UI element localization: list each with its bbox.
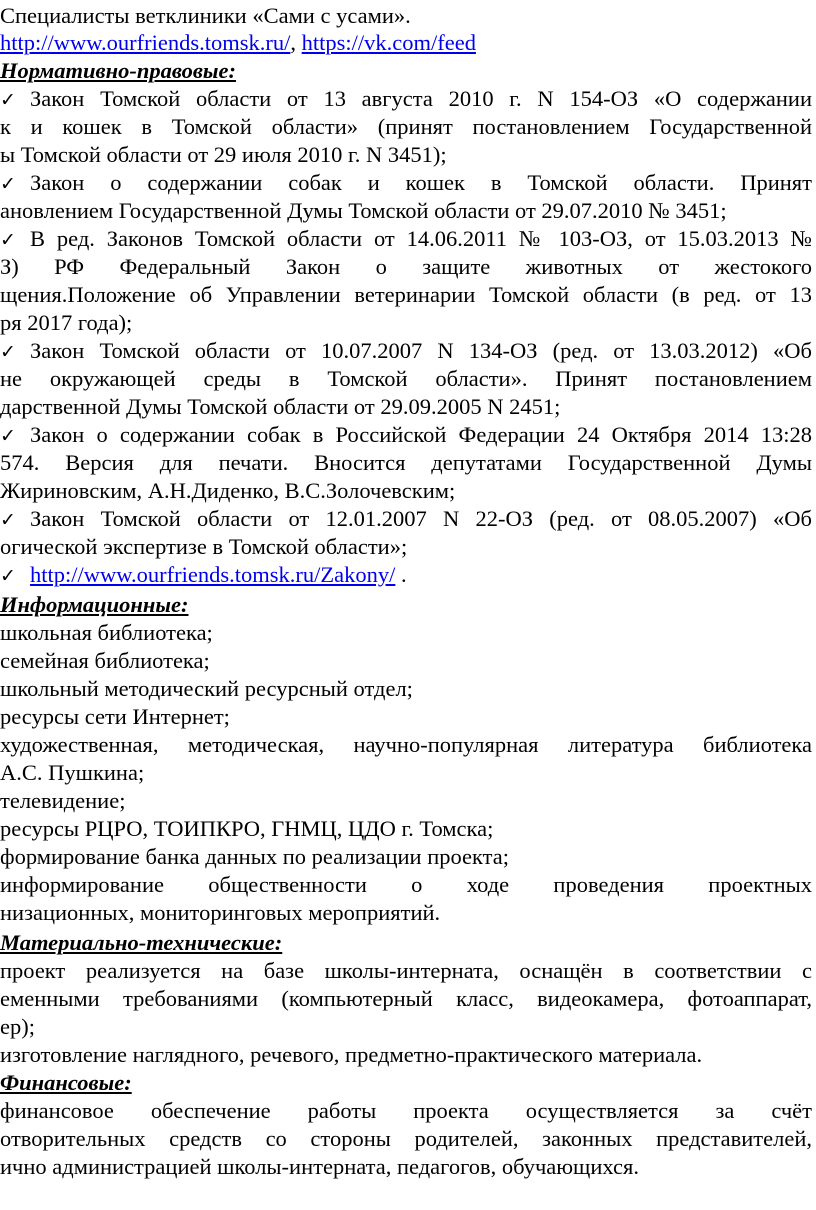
list-item — [0, 561, 407, 590]
vk-feed-link[interactable]: https://vk.com/feed — [301, 30, 476, 55]
list-item: ресурсы сети Интернет; — [0, 704, 230, 729]
text-line: ер); — [0, 1014, 35, 1039]
checkmark-icon: ✓ — [0, 565, 16, 587]
item-text: В ред. Законов Томской области от 14.06.2011 № 103-ОЗ, от 15.03.2013 № — [30, 226, 812, 251]
checkmark-icon: ✓ — [0, 89, 16, 111]
section-heading-finance: Финансовые: — [0, 1070, 132, 1095]
item-text: Закон Томской области от 10.07.2007 N 134-ОЗ (ред. от 13.03.2012) «Об — [30, 338, 812, 363]
list-item — [0, 421, 812, 450]
text-line: еменными требованиями (компьютерный класс, видеокамера, фотоаппарат, — [0, 986, 812, 1011]
list-item — [0, 337, 812, 366]
comma: , — [290, 30, 297, 55]
text-line: Специалисты ветклиники «Сами с усами». — [0, 3, 411, 28]
text-line: З) РФ Федеральный Закон о защите животных от жестокого — [0, 254, 812, 279]
text-line: 574. Версия для печати. Вносится депутатами Государственной Думы — [0, 450, 812, 475]
text-line: ично администрацией школы-интерната, педагогов, обучающихся. — [0, 1154, 639, 1179]
section-heading-normative: Нормативно-правовые: — [0, 58, 237, 83]
checkmark-icon: ✓ — [0, 341, 16, 363]
list-item: проект реализуется на базе школы-интерната, оснащён в соответствии с — [0, 958, 812, 983]
links-line — [0, 29, 476, 56]
text-line: А.С. Пушкина; — [0, 760, 145, 785]
list-item: школьная библиотека; — [0, 620, 213, 645]
list-item: школьный методический ресурсный отдел; — [0, 676, 413, 701]
item-text: Закон о содержании собак и кошек в Томской области. Принят — [30, 170, 812, 195]
text-line: щения.Положение об Управлении ветеринарии Томской области (в ред. от 13 — [0, 282, 812, 307]
list-item: ресурсы РЦРО, ТОИПКРО, ГНМЦ, ЦДО г. Томска; — [0, 816, 494, 841]
checkmark-icon: ✓ — [0, 173, 16, 195]
list-item: семейная библиотека; — [0, 648, 210, 673]
zakony-link[interactable]: http://www.ourfriends.tomsk.ru/Zakony/ — [30, 562, 396, 587]
text-line: не окружающей среды в Томской области». Принят постановлением — [0, 366, 812, 391]
text-line: отворительных средств со стороны родителей, законных представителей, — [0, 1126, 812, 1151]
text-line: Жириновским, А.Н.Диденко, В.С.Золочевским; — [0, 478, 456, 503]
text-line: ы Томской области от 29 июля 2010 г. N 3451); — [0, 142, 447, 167]
text-line: огической экспертизе в Томской области»; — [0, 534, 408, 559]
list-item: художественная, методическая, научно-популярная литература библиотека — [0, 732, 812, 757]
text-line: ря 2017 года); — [0, 310, 133, 335]
list-item — [0, 85, 812, 114]
item-text: Закон Томской области от 13 августа 2010 г. N 154-ОЗ «О содержании — [30, 86, 812, 111]
list-item — [0, 505, 812, 534]
item-text: Закон Томской области от 12.01.2007 N 22-ОЗ (ред. от 08.05.2007) «Об — [30, 506, 812, 531]
text-line: низационных, мониторинговых мероприятий. — [0, 900, 441, 925]
item-text: . — [395, 562, 407, 587]
list-item: формирование банка данных по реализации проекта; — [0, 844, 509, 869]
text-line: ановлением Государственной Думы Томской области от 29.07.2010 № 3451; — [0, 198, 727, 223]
list-item — [0, 225, 812, 254]
list-item: финансовое обеспечение работы проекта осуществляется за счёт — [0, 1098, 812, 1123]
checkmark-icon: ✓ — [0, 509, 16, 531]
item-text: Закон о содержании собак в Российской Федерации 24 Октября 2014 13:28 — [30, 422, 812, 447]
ourfriends-link[interactable]: http://www.ourfriends.tomsk.ru/ — [0, 30, 291, 55]
text-line: к и кошек в Томской области» (принят постановлением Государственной — [0, 114, 812, 139]
section-heading-material: Материально-технические: — [0, 930, 283, 955]
checkmark-icon: ✓ — [0, 229, 16, 251]
list-item: изготовление наглядного, речевого, предметно-практического материала. — [0, 1042, 703, 1067]
text-line: дарственной Думы Томской области от 29.09.2005 N 2451; — [0, 394, 561, 419]
section-heading-info: Информационные: — [0, 592, 189, 617]
checkmark-icon: ✓ — [0, 425, 16, 447]
list-item: информирование общественности о ходе проведения проектных — [0, 872, 812, 897]
list-item: телевидение; — [0, 788, 126, 813]
list-item — [0, 169, 812, 198]
